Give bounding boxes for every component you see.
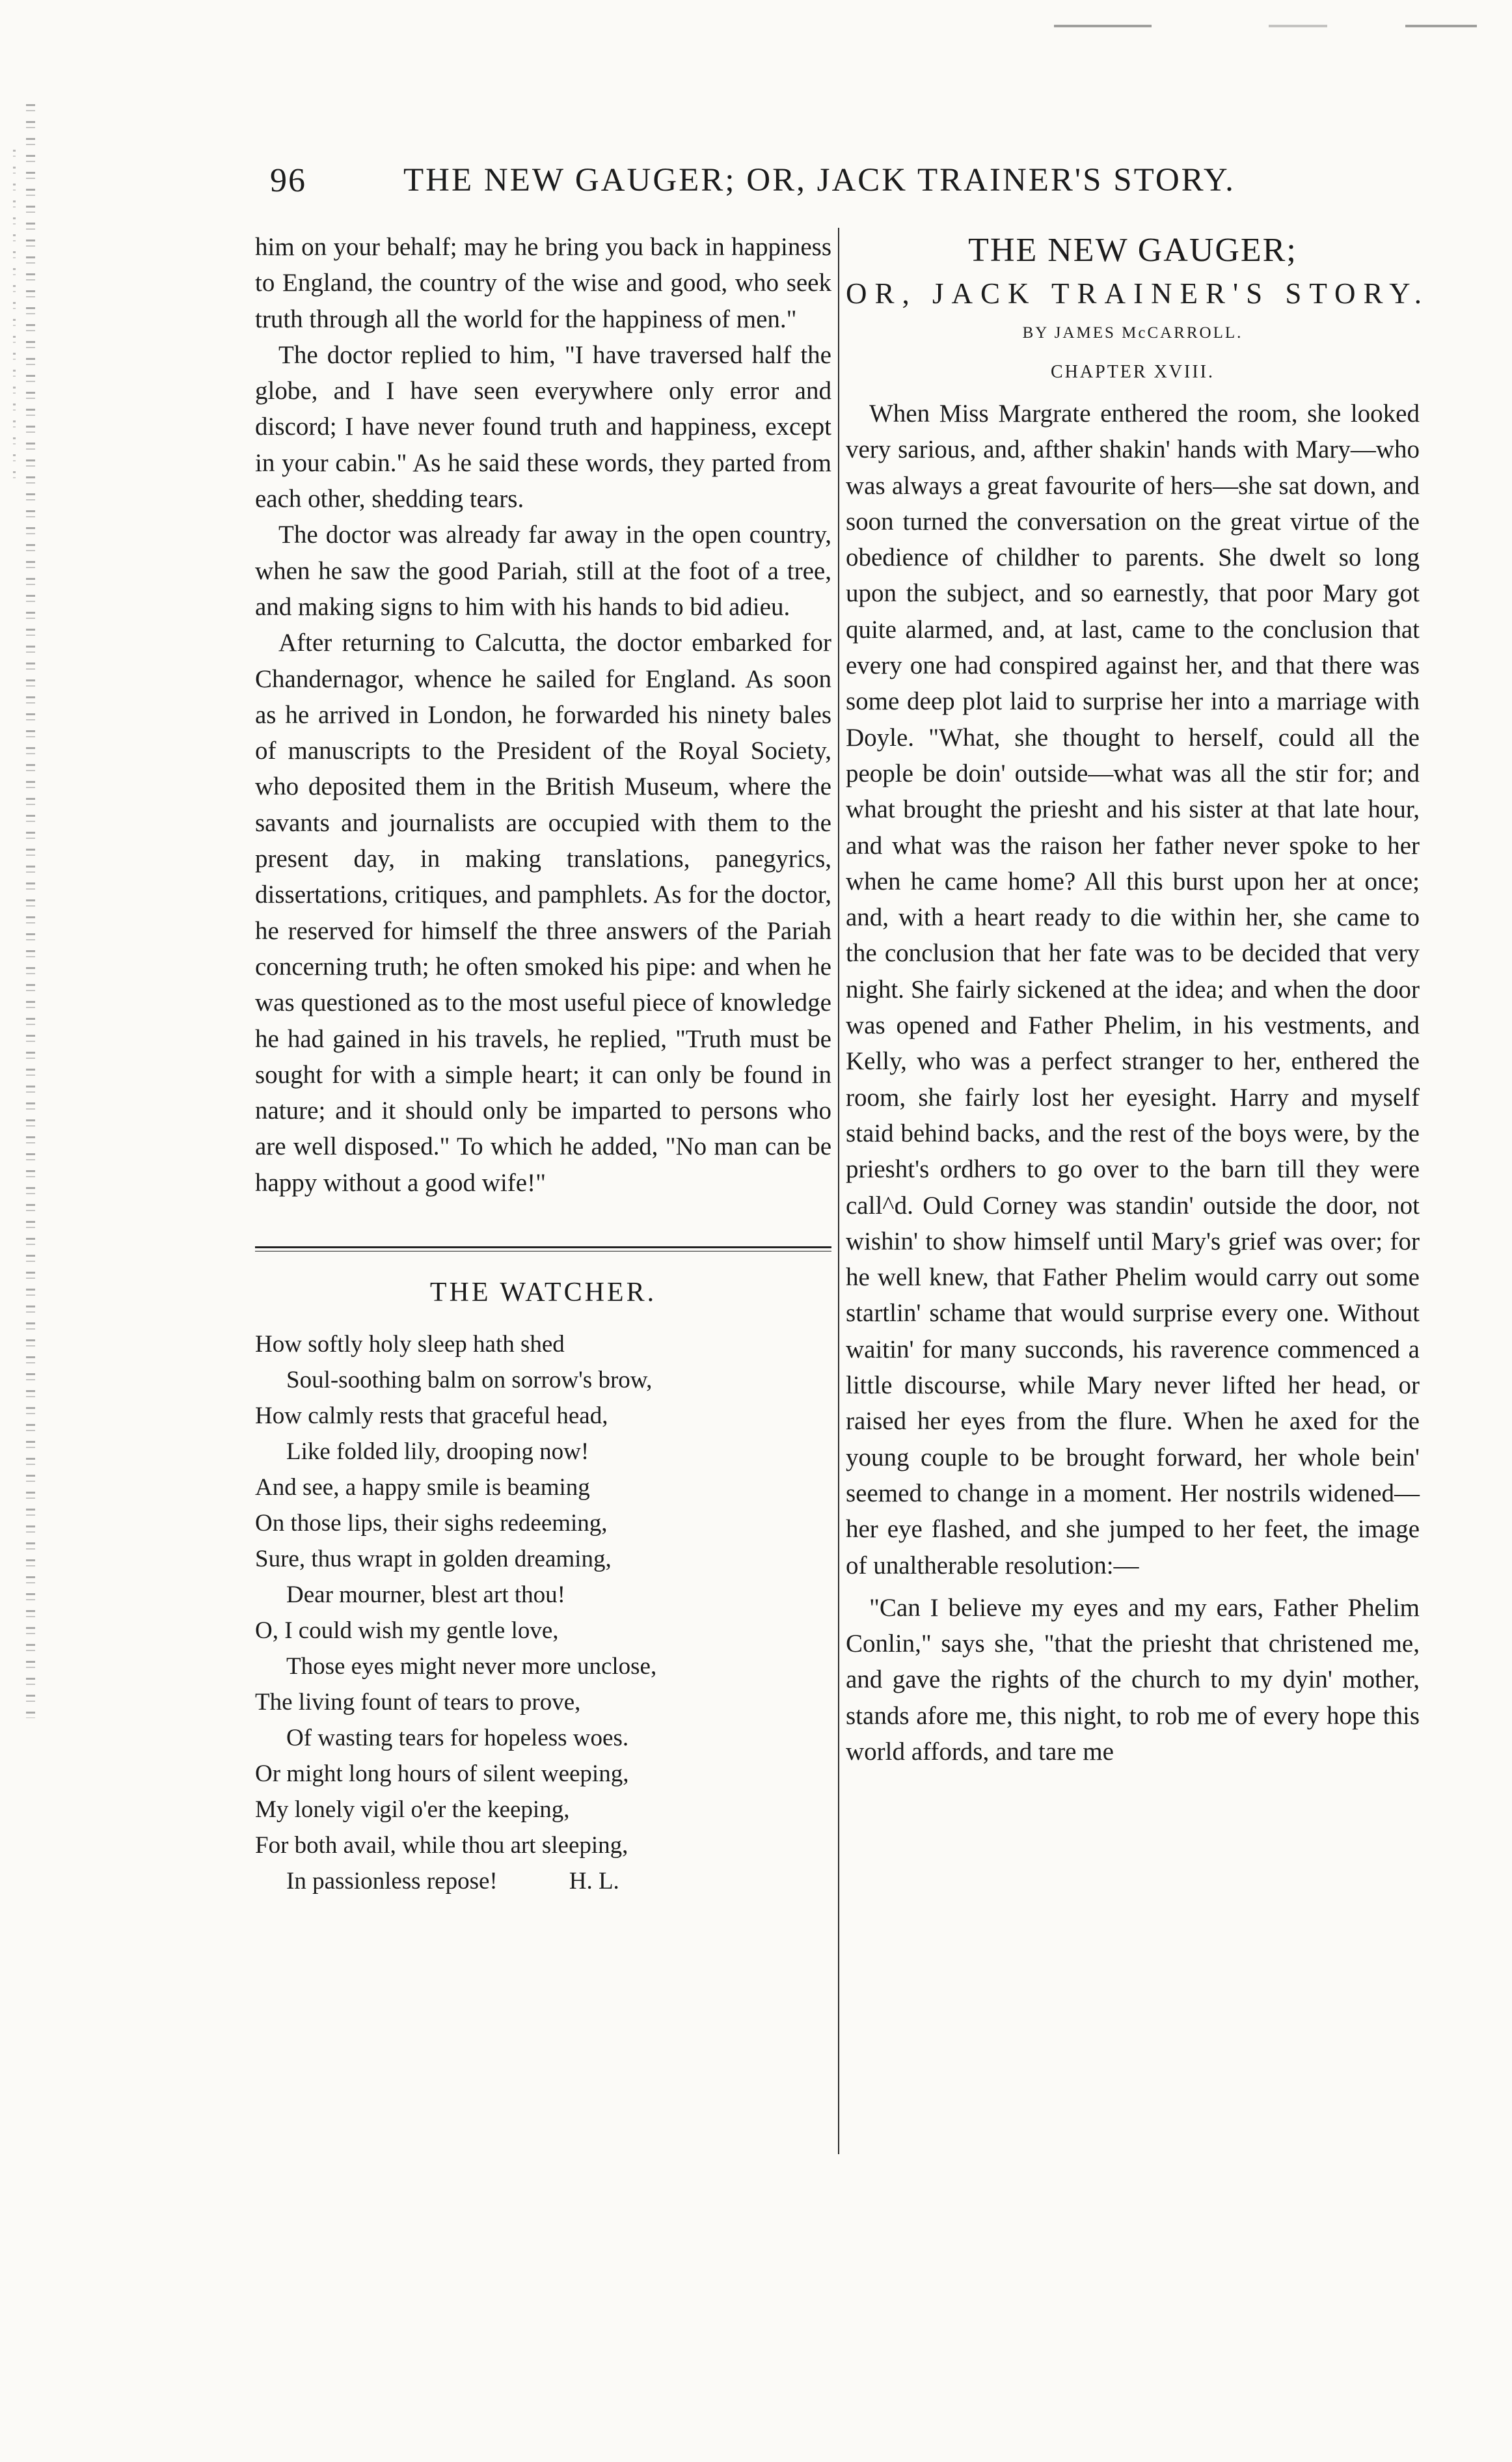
section-rule (255, 1246, 831, 1252)
poem (255, 1326, 831, 1899)
page-number: 96 (270, 162, 306, 199)
poem-line: Or might long hours of silent weeping, (255, 1760, 629, 1788)
poem-line: Soul-soothing balm on sorrow's brow, (286, 1367, 653, 1394)
paragraph: "Can I believe my eyes and my ears, Father Phelim Conlin," says she, "that the priesht that christened me, and gave the rights of the church to my dyin' mother, stands afore me, this night, to rob me of every hope this world affords, and tare me (846, 1593, 1420, 1766)
poem-line: Dear mourner, blest art thou! (286, 1581, 566, 1609)
scan-mark (1405, 25, 1477, 27)
paragraph: When Miss Margrate enthered the room, she looked very sarious, and, afther shakin' hands with Mary—who was always a great favourite of hers—she sat down, and soon turned the conversation on the great virtue of the obedience of childher to parents. She dwelt so long upon the subject, and so earnestly, that poor Mary got quite alarmed, and, at last, came to the conclusion that every one had conspired against her, and that there was some deep plot laid to surprise her into a marriage with Doyle. "What, she thought to herself, could all the people be doin' outside—what was all the stir for; and what brought the priesht and his sister at that late hour, and what was the raison her father never spoke to her when he came home? All this burst upon her at once; and, with a heart ready to die within her, she came to the conclusion that her fate was to be decided that very night. She fairly sickened at the idea; and when the door was opened and Father Phelim, in his vestments, and Kelly, who was a perfect stranger to her, enthered the room, she fairly lost her eyesight. Harry and myself staid behind backs, and the rest of the boys were, by the priesht's ordhers to go over to the barn till they were call^d. Ould Corney was standin' outside the door, not wishin' to show himself until Mary's grief was over; for he well knew, that Father Phelim would carry out some startlin' schame that would surprise every one. Without waitin' for many succonds, his raverence commenced a little discourse, while Mary never lifted her head, or raised her eyes from the flure. When he axed for the young couple to be brought forward, her whole bein' seemed to change in a moment. Her nostrils widened—her eye flashed, and she jumped to her feet, the image of unaltherable resolution:— (846, 400, 1420, 1580)
story-subtitle: OR, JACK TRAINER'S STORY. (846, 277, 1430, 310)
right-column (846, 229, 1430, 1770)
poem-line: Sure, thus wrapt in golden dreaming, (255, 1546, 612, 1573)
running-head (0, 161, 1512, 207)
poem-line: On those lips, their sighs redeeming, (255, 1510, 608, 1537)
chapter-heading: CHAPTER XVIII. (1051, 362, 1215, 382)
poem-line: For both avail, while thou art sleeping, (255, 1832, 628, 1859)
poem-line: Those eyes might never more unclose, (286, 1653, 657, 1680)
poem-title: THE WATCHER. (429, 1278, 657, 1308)
byline: BY JAMES McCARROLL. (1022, 324, 1243, 342)
poem-last-line (255, 1863, 831, 1899)
poem-signature: H. L. (569, 1868, 619, 1895)
scan-mark (1054, 25, 1152, 27)
poem-line: In passionless repose! (286, 1868, 498, 1895)
poem-line: Of wasting tears for hopeless woes. (286, 1725, 629, 1752)
paragraph: The doctor replied to him, "I have traversed half the globe, and I have seen everywhere only error and discord; I have never found truth and happiness, except in your cabin." As he said these words, they parted from each other, shedding tears. (255, 340, 831, 513)
poem-line: The living fount of tears to prove, (255, 1689, 581, 1716)
poem-line: How softly holy sleep hath shed (255, 1331, 565, 1358)
paragraph: him on your behalf; may he bring you back in happiness to England, the country of the wise and good, who seek truth through all the world for the happiness of men." (255, 233, 831, 333)
paragraph: After returning to Calcutta, the doctor embarked for Chandernagor, whence he sailed for England. As soon as he arrived in London, he forwarded his ninety bales of manuscripts to the President of the Royal Society, who deposited them in the British Museum, where the savants and journalists are occupied with them to the present day, in making translations, panegyrics, dissertations, critiques, and pamphlets. As for the doctor, he reserved for himself the three answers of the Pariah concerning truth; he often smoked his pipe: and when he was questioned as to the most useful piece of knowledge he had gained in his travels, he replied, "Truth must be sought for with a simple heart; it can only be found in nature; and it should only be imparted to persons who are well disposed." To which he added, "No man can be happy without a good wife!" (255, 629, 831, 1197)
left-column (255, 229, 831, 1899)
column-divider (838, 228, 839, 2154)
scan-mark (1269, 25, 1327, 27)
poem-line: How calmly rests that graceful head, (255, 1402, 608, 1430)
paragraph: The doctor was already far away in the open country, when he saw the good Pariah, still at the foot of a tree, and making signs to him with his hands to bid adieu. (255, 521, 831, 621)
scan-margin-artifact (26, 104, 35, 1718)
running-title: THE NEW GAUGER; OR, JACK TRAINER'S STORY. (403, 162, 1235, 198)
poem-line: Like folded lily, drooping now! (286, 1438, 589, 1466)
story-title: THE NEW GAUGER; (968, 232, 1297, 269)
poem-line: And see, a happy smile is beaming (255, 1474, 590, 1501)
poem-line: O, I could wish my gentle love, (255, 1617, 559, 1645)
poem-line: My lonely vigil o'er the keeping, (255, 1796, 570, 1824)
